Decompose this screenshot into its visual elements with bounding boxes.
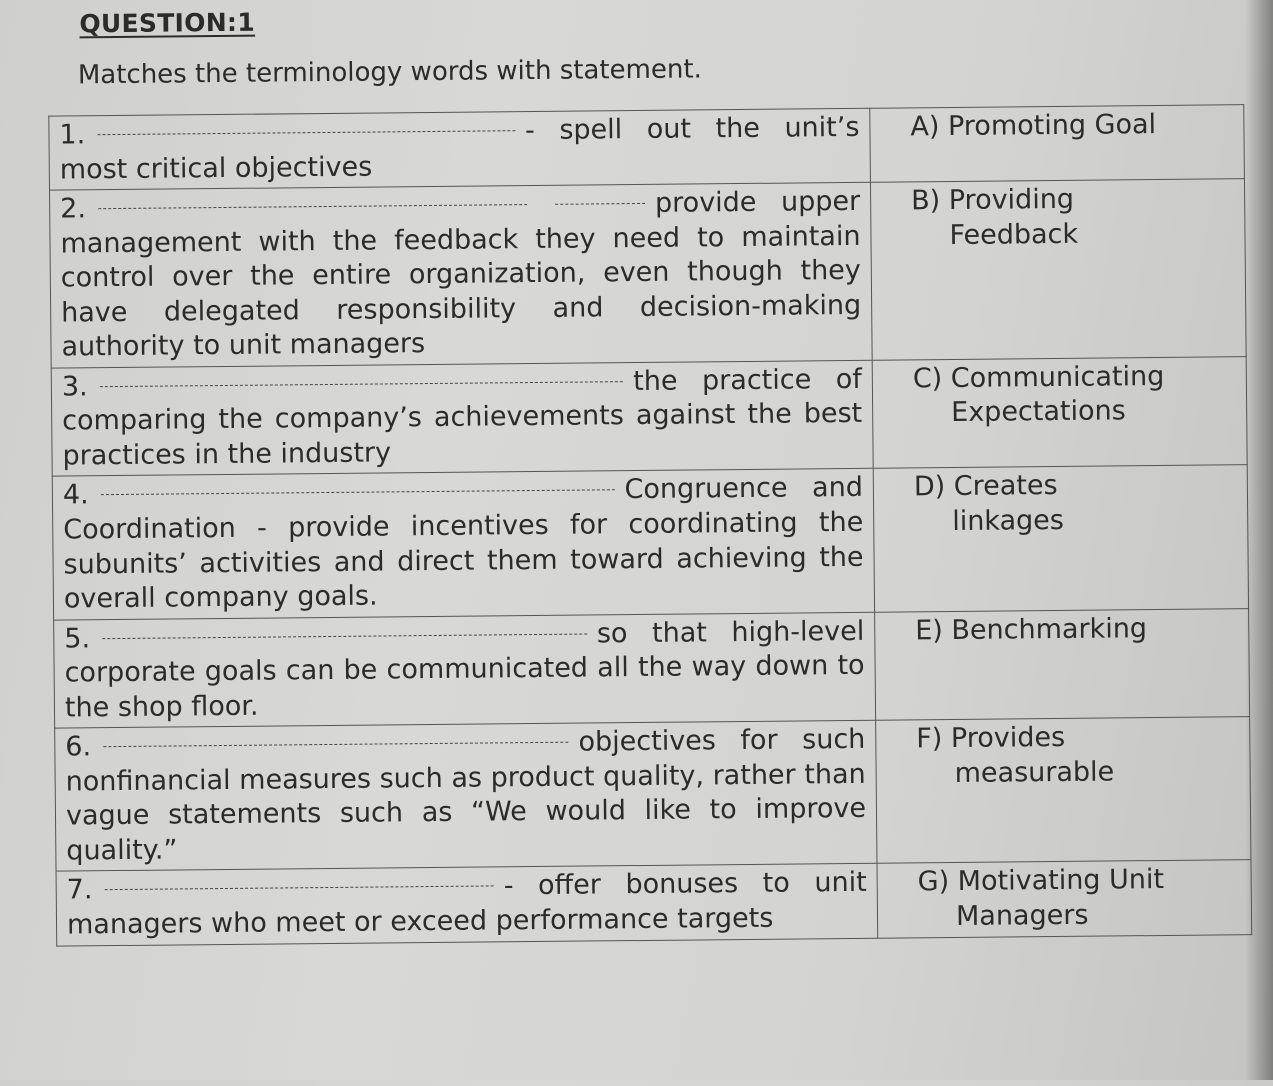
table-row xyxy=(56,860,1252,946)
statement-lead: - spell out the unit’s xyxy=(524,111,860,147)
statement-lead: so that high-level xyxy=(596,615,865,650)
answer-blank xyxy=(104,886,493,891)
instruction-text: Matches the terminology words with statement. xyxy=(77,54,703,91)
statement-cell xyxy=(51,360,873,477)
option-label: G) Motivating Unit xyxy=(917,864,1165,898)
item-number: 7. xyxy=(66,874,93,907)
option-label: A) Promoting Goal xyxy=(910,109,1157,143)
item-number: 5. xyxy=(64,622,91,655)
statement-text: managers who meet or exceed performance targets xyxy=(66,902,774,941)
statement-cell xyxy=(49,182,872,368)
table-row xyxy=(55,717,1251,872)
item-number: 2. xyxy=(60,193,87,225)
answer-blank xyxy=(102,633,587,639)
matching-table xyxy=(48,104,1252,946)
item-number: 6. xyxy=(65,731,92,763)
option-label: C) Communicating xyxy=(912,360,1165,395)
table-row xyxy=(49,105,1245,191)
option-label-continued: Feedback xyxy=(949,218,1079,251)
statement-lead: objectives for such xyxy=(578,724,866,758)
page-edge-shadow xyxy=(1245,0,1273,1080)
table-row xyxy=(51,357,1247,477)
answer-blank xyxy=(98,204,527,209)
option-label: F) Provides xyxy=(916,722,1066,755)
answer-blank xyxy=(103,742,568,747)
statement-cell xyxy=(52,469,874,620)
statement-text: Coordination - provide incentives for coordinating the subunits’ activities and direct them toward achieving the overall company goals. xyxy=(63,506,864,615)
statement-lead: provide upper xyxy=(654,185,861,219)
option-label: B) Providing xyxy=(911,183,1075,217)
option-cell xyxy=(872,357,1247,469)
answer-blank xyxy=(101,490,615,496)
item-number: 3. xyxy=(61,371,88,403)
option-label-continued: Managers xyxy=(955,899,1089,933)
statement-text: management with the feedback they need to maintain control over the entire organization, even though they have delegated responsibility and decision-making authority to unit managers xyxy=(60,220,862,363)
statement-text: nonfinancial measures such as product quality, rather than vague statements such as “We would like to improve quality.” xyxy=(65,758,867,867)
option-label: E) Benchmarking xyxy=(915,612,1148,647)
statement-text: most critical objectives xyxy=(59,151,373,186)
answer-blank xyxy=(97,130,515,135)
option-cell xyxy=(870,179,1246,360)
option-label-continued xyxy=(915,645,1238,648)
question-title: QUESTION:1 xyxy=(79,7,256,39)
option-cell xyxy=(875,608,1250,720)
item-number: 1. xyxy=(59,119,86,151)
answer-blank xyxy=(100,381,624,387)
option-label-continued: linkages xyxy=(952,504,1065,538)
statement-cell xyxy=(56,864,878,946)
statement-text: comparing the company’s achievements against the best practices in the industry xyxy=(62,398,863,472)
statement-cell xyxy=(54,612,876,729)
table-row xyxy=(52,465,1248,620)
option-label-continued: Expectations xyxy=(951,395,1126,429)
statement-lead: Congruence and xyxy=(624,472,864,506)
option-label: D) Creates xyxy=(913,470,1058,503)
table-row xyxy=(54,608,1250,728)
item-number: 4. xyxy=(62,479,89,512)
answer-blank xyxy=(555,203,645,205)
option-cell xyxy=(877,860,1252,938)
statement-cell xyxy=(49,108,871,190)
statement-cell xyxy=(55,721,877,872)
option-label-continued xyxy=(911,142,1234,145)
option-cell xyxy=(876,717,1251,864)
option-cell xyxy=(873,465,1248,612)
option-cell xyxy=(870,105,1245,183)
table-row xyxy=(49,179,1246,368)
option-label-continued: measurable xyxy=(954,756,1115,789)
statement-text: corporate goals can be communicated all the way down to the shop floor. xyxy=(64,650,865,724)
statement-lead: - offer bonuses to unit xyxy=(503,867,867,902)
statement-lead: the practice of xyxy=(633,363,863,397)
